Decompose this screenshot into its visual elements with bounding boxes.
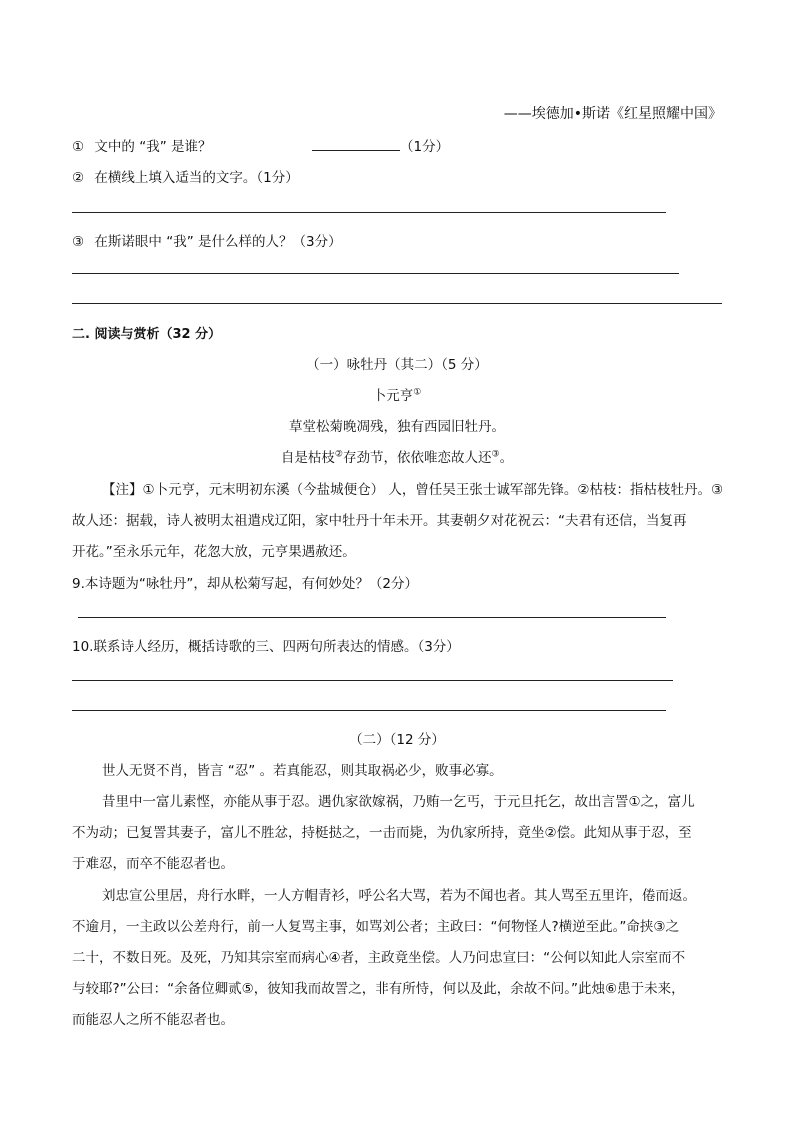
question-3 xyxy=(72,230,342,250)
answer-line-q10-2[interactable] xyxy=(72,710,666,711)
passage-paragraph-3-line-2: 不逾月，一主政以公差舟行，前一人复骂主事，如骂刘公者；主政曰：“何物怪人?横逆至此。”命挟③之 xyxy=(72,919,680,935)
question-3-number: ③ xyxy=(72,234,85,250)
passage-paragraph-2-line-1: 昔里中一富儿素悭，亦能从事于忍。遇仇家欲嫁祸，乃贿一乞丐，于元旦托乞，故出言詈①之，富儿 xyxy=(102,794,695,810)
answer-line-q2[interactable] xyxy=(72,212,666,213)
poem-line-2-part-2: 存劲节，依依唯恋故人还 xyxy=(343,450,492,466)
poem-line-2-note-2: ③ xyxy=(491,449,500,460)
poem-heading: （一）咏牡丹（其二）（5 分） xyxy=(306,357,488,373)
question-1-number: ① xyxy=(72,139,85,155)
question-1-answer xyxy=(312,135,449,155)
question-1-text: 文中的 “我” 是谁？ xyxy=(94,139,212,155)
poem-author-name: 卜元亨 xyxy=(372,388,414,404)
part-2-heading: （二）（12 分） xyxy=(349,732,445,748)
passage-paragraph-1: 世人无贤不肖，皆言 “忍” 。若真能忍，则其取祸必少，败事必寡。 xyxy=(102,763,503,779)
question-1 xyxy=(72,135,211,155)
question-1-answer-blank[interactable] xyxy=(312,138,400,151)
poem-line-2-note-1: ② xyxy=(334,449,343,460)
question-2-text: 在横线上填入适当的文字。（1分） xyxy=(94,170,299,186)
poem-line-2 xyxy=(0,446,794,466)
answer-line-q3-2[interactable] xyxy=(72,303,722,304)
answer-line-q10-1[interactable] xyxy=(72,680,673,681)
passage-paragraph-3-line-5: 而能忍人之所不能忍者也。 xyxy=(72,1012,234,1028)
answer-line-q3-1[interactable] xyxy=(72,273,679,274)
poem-author xyxy=(0,384,794,404)
answer-line-q9[interactable] xyxy=(78,617,666,618)
poem-line-1: 草堂松菊晚凋残，独有西园旧牡丹。 xyxy=(289,419,505,435)
question-10: 10.联系诗人经历，概括诗歌的三、四两句所表达的情感。（3分） xyxy=(72,639,460,655)
question-2-number: ② xyxy=(72,170,85,186)
annotation-line-3: 开花。”至永乐元年，花忽大放，元亨果遇赦还。 xyxy=(72,544,356,560)
annotation-line-1 xyxy=(102,478,723,498)
question-9: 9.本诗题为“咏牡丹”，却从松菊写起，有何妙处？（2分） xyxy=(72,576,418,592)
poem-author-note: ① xyxy=(413,387,422,398)
source-attribution: ——埃德加•斯诺《红星照耀中国》 xyxy=(503,106,722,122)
poem-line-2-part-1: 自是枯枝 xyxy=(280,450,335,466)
question-1-score: （1分） xyxy=(400,139,450,155)
section-2-title: 二. 阅读与赏析（32 分） xyxy=(72,327,222,342)
passage-paragraph-3-line-4: 与较耶?”公曰：“余备位卿贰⑤，彼知我而故詈之，非有所恃，何以及此，余故不问。”此烛⑥患于未来， xyxy=(72,981,685,997)
passage-paragraph-2-line-2: 不为动；已复詈其妻子，富儿不胜忿，持梃挞之，一击而毙，为仇家所持，竟坐②偿。此知从事于忍，至 xyxy=(72,825,692,841)
passage-paragraph-2-line-3: 于难忍，而卒不能忍者也。 xyxy=(72,856,234,872)
passage-paragraph-3-line-1: 刘忠宣公里居，舟行水畔，一人方帽青衫，呼公名大骂，若为不闻也者。其人骂至五里许，倦而返。 xyxy=(102,888,696,904)
passage-paragraph-3-line-3: 二十，不数日死。及死，乃知其宗室而病心④者，主政竟坐偿。人乃问忠宣曰：“公何以知此人宗室而不 xyxy=(72,950,686,966)
question-3-text: 在斯诺眼中 “我” 是什么样的人？（3分） xyxy=(94,234,342,250)
annotation-bracket: 【注】 xyxy=(102,482,143,498)
question-2 xyxy=(72,166,299,186)
annotation-line-2: 故人还：据载，诗人被明太祖遣戍辽阳，家中牡丹十年未开。其妻朝夕对花祝云：“夫君有还信，当复再 xyxy=(72,513,687,529)
annotation-text-1: ①卜元亨，元末明初东溪（今盐城便仓） 人，曾任吴王张士诚军部先锋。②枯枝：指枯枝牡丹。③ xyxy=(142,482,724,498)
poem-line-2-part-3: 。 xyxy=(499,450,514,466)
